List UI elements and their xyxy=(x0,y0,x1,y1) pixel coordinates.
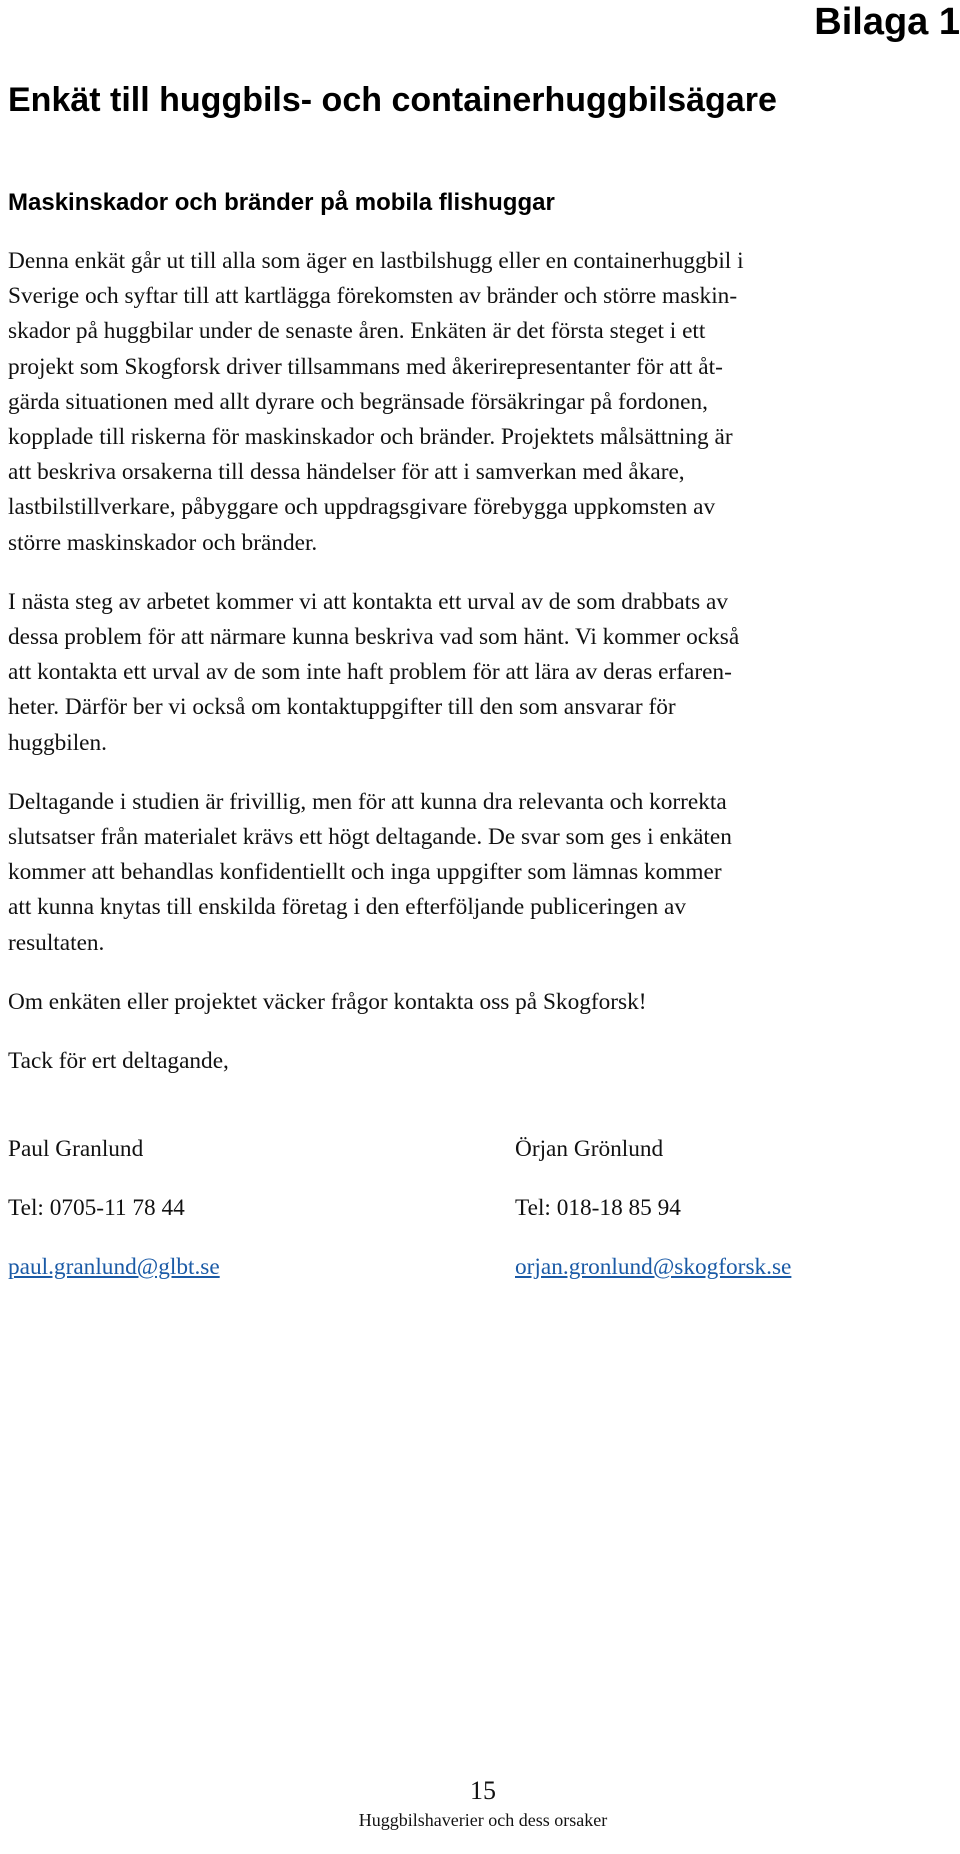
text-line: kopplade till riskerna för maskinskador och bränder. Projektets målsättning är xyxy=(8,424,733,451)
text-line: Sverige och syftar till att kartlägga förekomsten av bränder och större maskin- xyxy=(8,283,738,310)
text-line: I nästa steg av arbetet kommer vi att kontakta ett urval av de som drabbats av xyxy=(8,588,729,615)
text-line: heter. Därför ber vi också om kontaktuppgifter till den som ansvarar för xyxy=(8,694,676,721)
text-line: kommer att behandlas konfidentiellt och inga uppgifter som lämnas kommer xyxy=(8,859,722,886)
text-line: Denna enkät går ut till alla som äger en lastbilshugg eller en containerhuggbil i xyxy=(8,248,744,274)
document-subtitle: Maskinskador och bränder på mobila flishuggar xyxy=(8,189,555,216)
body-text xyxy=(8,244,960,1103)
appendix-label: Bilaga 1 xyxy=(814,1,960,43)
contact-phone: Tel: 018-18 85 94 xyxy=(515,1195,681,1221)
text-line: huggbilen. xyxy=(8,729,108,756)
contact-phone: Tel: 0705-11 78 44 xyxy=(8,1195,185,1221)
text-line: resultaten. xyxy=(8,929,105,956)
text-line: att beskriva orsakerna till dessa händelser för att i samverkan med åkare, xyxy=(8,459,685,486)
paragraph-thanks xyxy=(8,1044,960,1079)
text-line: att kontakta ett urval av de som inte haft problem för att lära av deras erfaren- xyxy=(8,659,732,686)
text-line: skador på huggbilar under de senaste åren. Enkäten är det första steget i ett xyxy=(8,318,706,345)
text-line: större maskinskador och bränder. xyxy=(8,529,318,556)
paragraph-participation xyxy=(8,785,960,961)
contact-email-link[interactable]: paul.granlund@glbt.se xyxy=(8,1254,220,1280)
contact-card-2 xyxy=(515,1132,791,1309)
contact-name: Paul Granlund xyxy=(8,1136,144,1162)
contact-email-link[interactable]: orjan.gronlund@skogforsk.se xyxy=(515,1254,792,1280)
text-line: att kunna knytas till enskilda företag i den efterföljande publiceringen av xyxy=(8,894,686,921)
page-footer xyxy=(0,1774,960,1832)
page-number: 15 xyxy=(470,1776,496,1805)
document-title: Enkät till huggbils- och containerhuggbilsägare xyxy=(8,81,777,119)
text-line: Deltagande i studien är frivillig, men för att kunna dra relevanta och korrekta xyxy=(8,788,727,815)
contact-name: Örjan Grönlund xyxy=(515,1136,664,1162)
text-line: lastbilstillverkare, påbyggare och uppdragsgivare förebygga uppkomsten av xyxy=(8,494,716,521)
paragraph-intro xyxy=(8,244,960,561)
paragraph-questions xyxy=(8,985,960,1020)
paragraph-next-steps xyxy=(8,585,960,761)
text-line: gärda situationen med allt dyrare och begränsade försäkringar på fordonen, xyxy=(8,388,708,415)
contact-card-1 xyxy=(8,1132,220,1309)
text-line: projekt som Skogforsk driver tillsammans med åkerirepresentanter för att åt- xyxy=(8,353,723,380)
text-line: Om enkäten eller projektet väcker frågor kontakta oss på Skogforsk! xyxy=(8,988,647,1015)
text-line: Tack för ert deltagande, xyxy=(8,1048,229,1075)
running-title: Huggbilshaverier och dess orsaker xyxy=(358,1810,608,1830)
text-line: dessa problem för att närmare kunna beskriva vad som hänt. Vi kommer också xyxy=(8,624,740,651)
text-line: slutsatser från materialet krävs ett högt deltagande. De svar som ges i enkäten xyxy=(8,824,732,851)
